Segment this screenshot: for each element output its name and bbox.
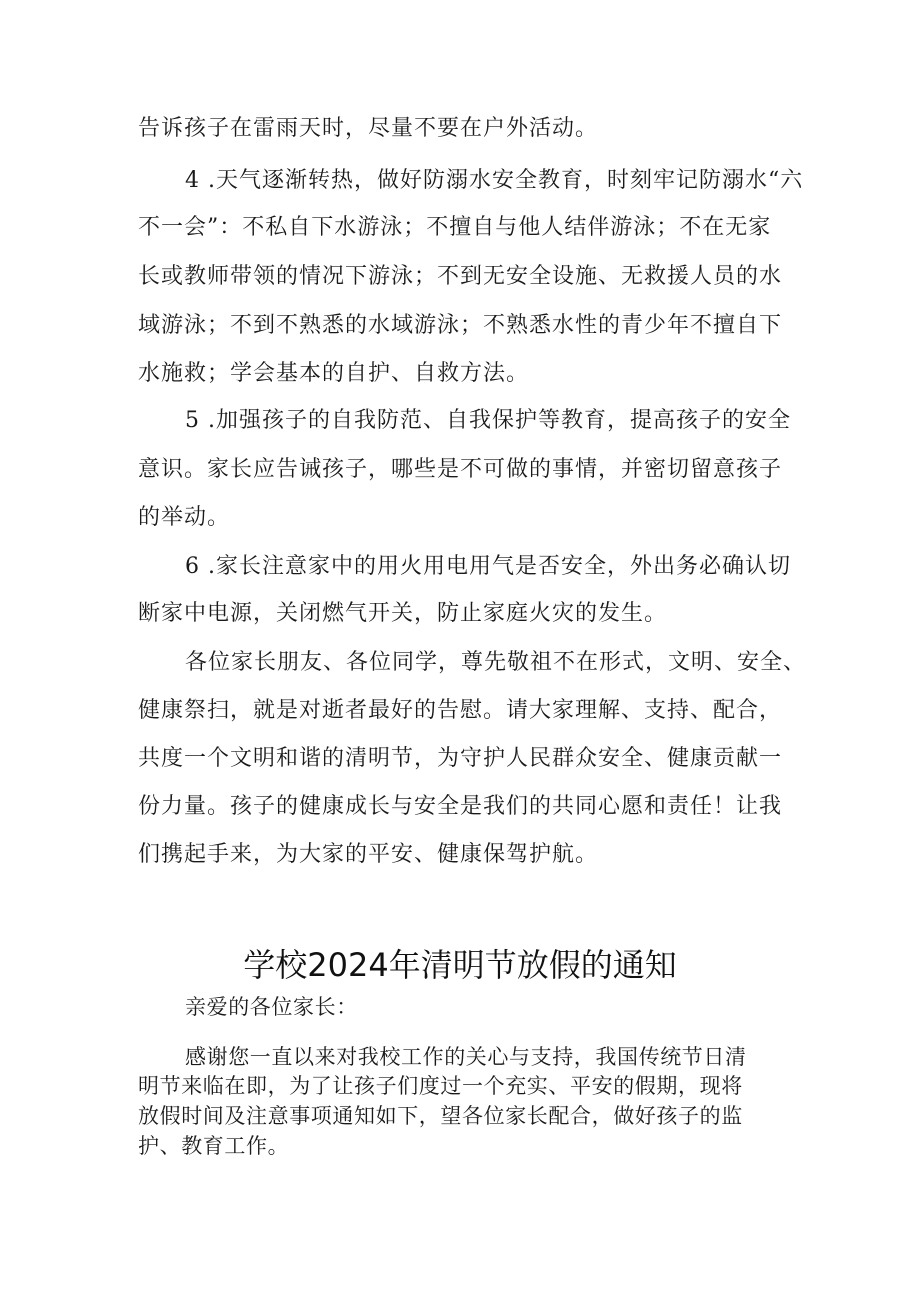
- closing-line-1: 各位家长朋友、各位同学，尊先敬祖不在形式，文明、安全、: [185, 650, 807, 675]
- item5-line-2: 意识。家长应告诫孩子，哪些是不可做的事情，并密切留意孩子: [138, 457, 783, 482]
- notice-body-line-2: 明节来临在即，为了让孩子们度过一个充实、平安的假期，现将: [138, 1074, 743, 1098]
- notice-body-line-1: 感谢您一直以来对我校工作的关心与支持，我国传统节日清: [185, 1045, 747, 1069]
- item6-line-1: 6 .家长注意家中的用火用电用气是否安全，外出务必确认切: [185, 554, 791, 579]
- continuation-line-1: 告诉孩子在雷雨天时，尽量不要在户外活动。: [138, 116, 599, 141]
- closing-line-2: 健康祭扫，就是对逝者最好的告慰。请大家理解、支持、配合，: [138, 698, 783, 723]
- closing-line-3: 共度一个文明和谐的清明节，为守护人民群众安全、健康贡献一: [138, 746, 783, 771]
- item5-line-3: 的举动。: [138, 505, 231, 530]
- item4-line-5: 水施救；学会基本的自护、自救方法。: [138, 361, 530, 386]
- item4-line-4: 域游泳；不到不熟悉的水域游泳；不熟悉水性的青少年不擅自下: [138, 313, 783, 338]
- notice-body-line-4: 护、教育工作。: [138, 1134, 290, 1158]
- item6-line-2: 断家中电源，关闭燃气开关，防止家庭火灾的发生。: [138, 601, 668, 626]
- notice-body-line-3: 放假时间及注意事项通知如下，望各位家长配合，做好孩子的监: [138, 1104, 743, 1128]
- item4-line-2: 不一会”：不私自下水游泳；不擅自与他人结伴游泳；不在无家: [138, 215, 772, 240]
- notice-title: 学校2024年清明节放假的通知: [243, 946, 677, 984]
- item4-line-3: 长或教师带领的情况下游泳；不到无安全设施、无救援人员的水: [138, 264, 783, 289]
- item4-line-1: 4 .天气逐渐转热，做好防溺水安全教育，时刻牢记防溺水“六: [185, 168, 804, 193]
- closing-line-5: 们携起手来，为大家的平安、健康保驾护航。: [138, 842, 599, 867]
- item5-line-1: 5 .加强孩子的自我防范、自我保护等教育，提高孩子的安全: [185, 408, 791, 433]
- closing-line-4: 份力量。孩子的健康成长与安全是我们的共同心愿和责任！让我: [138, 794, 783, 819]
- notice-greeting: 亲爱的各位家长：: [185, 995, 358, 1019]
